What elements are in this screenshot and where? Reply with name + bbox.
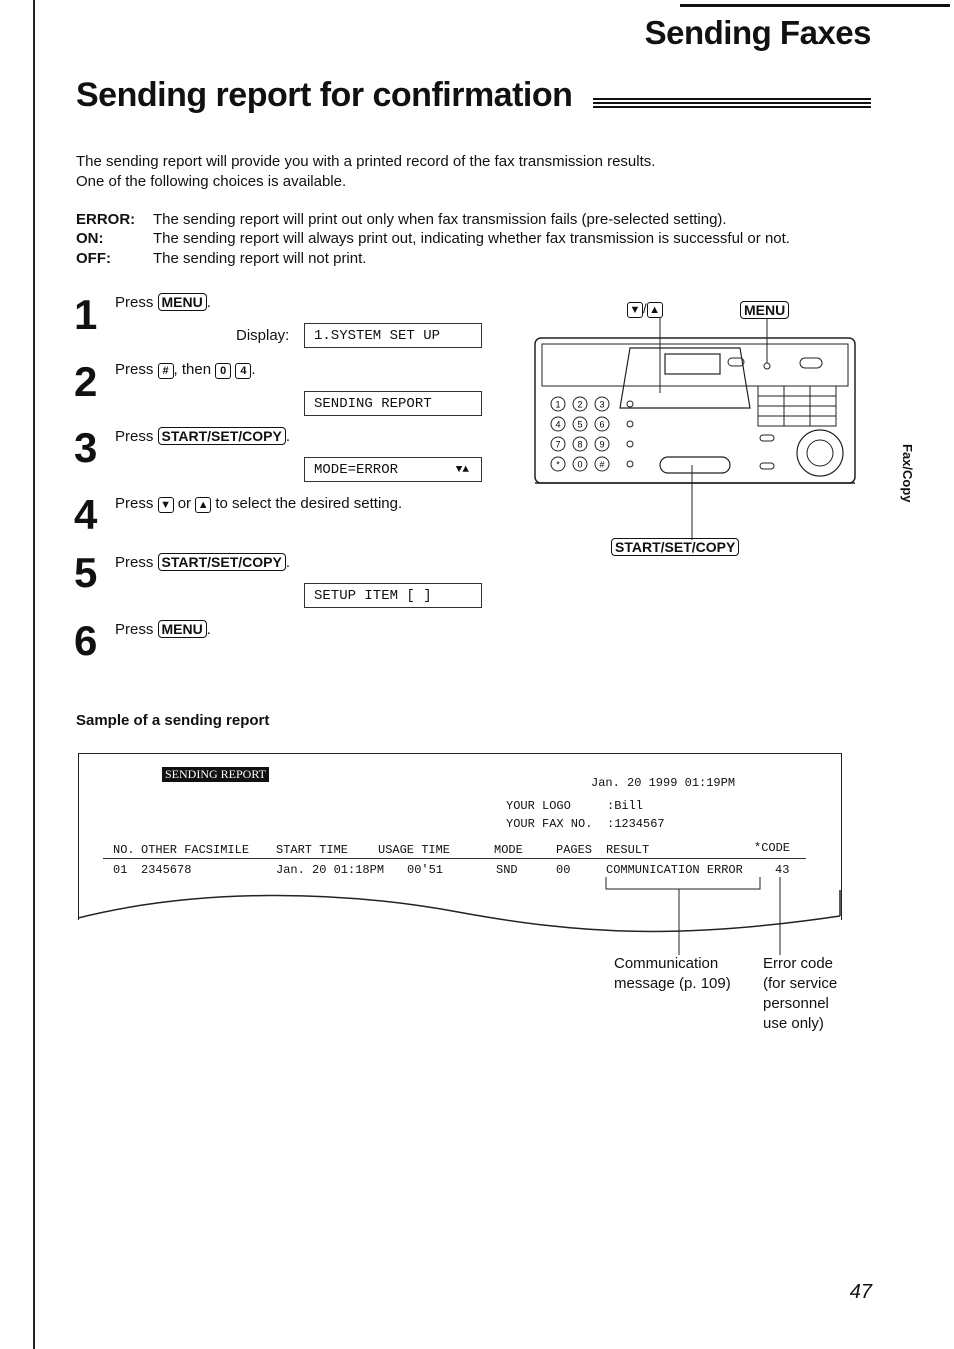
step-5-number: 5 <box>74 549 98 596</box>
step-1-pre: Press <box>115 294 154 311</box>
page-number: 47 <box>849 1281 872 1303</box>
row-code: 43 <box>775 863 790 877</box>
menu-key-dot <box>764 363 770 369</box>
device-right-button <box>800 358 822 368</box>
fax-machine-illustration <box>530 318 860 548</box>
keypad-key-label: 0 <box>577 459 583 470</box>
caption-err-line-2: (for service <box>763 975 838 992</box>
step-1-number: 1 <box>74 291 98 338</box>
keypad-key-label: 8 <box>577 439 583 450</box>
col-usage: USAGE TIME <box>378 843 451 857</box>
title-rule <box>593 98 871 110</box>
row-pages: 00 <box>556 863 571 877</box>
report-fax-label: YOUR FAX NO. <box>506 817 593 831</box>
step-4-mid: or <box>177 495 192 512</box>
report-logo-value: :Bill <box>607 799 644 813</box>
step-5-post: . <box>285 554 290 571</box>
display-2: SENDING REPORT <box>304 391 482 416</box>
binding-line <box>33 0 35 1349</box>
display-label: Display: <box>236 327 290 344</box>
caption-err-line-4: use only) <box>763 1015 824 1032</box>
col-no: NO. <box>113 843 135 857</box>
step-4-pre: Press <box>115 495 154 512</box>
report-header-rule <box>103 858 806 859</box>
row-usage: 00'51 <box>407 863 444 877</box>
keypad-key-label: 2 <box>577 399 583 410</box>
device-start-key-label: START/SET/COPY <box>611 538 739 556</box>
device-slash: / <box>643 301 647 316</box>
row-start: Jan. 20 01:18PM <box>276 863 385 877</box>
keypad-key-label: * <box>556 459 560 470</box>
intro-line-1: The sending report will provide you with a printed record of the fax transmission results. <box>76 153 656 170</box>
device-control-panel <box>620 348 750 408</box>
sample-heading: Sample of a sending report <box>76 712 270 729</box>
step-2-number: 2 <box>74 358 98 405</box>
start-set-copy-key-2: START/SET/COPY <box>158 553 286 571</box>
display-3 <box>304 457 482 482</box>
option-on-text: The sending report will always print out, indicating whether fax transmission is successful or not. <box>153 230 790 247</box>
device-copy-button <box>760 463 774 469</box>
display-1: 1.SYSTEM SET UP <box>304 323 482 348</box>
keypad-side-dot <box>627 441 633 447</box>
device-paper-slot <box>542 344 848 386</box>
col-result: RESULT <box>606 843 650 857</box>
report-logo-label: YOUR LOGO <box>506 799 571 813</box>
col-pages: PAGES <box>556 843 593 857</box>
option-off-text: The sending report will not print. <box>153 250 367 267</box>
step-4-post: to select the desired setting. <box>215 495 403 512</box>
step-2-post: . <box>251 361 256 378</box>
step-2-pre: Press <box>115 361 154 378</box>
option-error-key: ERROR: <box>76 211 136 228</box>
device-dial-center <box>807 440 833 466</box>
keypad-key-label: 7 <box>555 439 561 450</box>
keypad-key-label: 9 <box>599 439 605 450</box>
row-other: 2345678 <box>141 863 192 877</box>
device-menu-key-label: MENU <box>740 301 789 319</box>
keypad-key-label: 6 <box>599 419 605 430</box>
option-error-text: The sending report will print out only when fax transmission fails (pre-selected setting). <box>153 211 727 228</box>
caption-comm-line-2: message (p. 109) <box>614 975 731 992</box>
display-4: SETUP ITEM [ ] <box>304 583 482 608</box>
option-on-key: ON: <box>76 230 104 247</box>
device-down-key-label: ▼ <box>627 302 643 318</box>
step-4-text <box>115 495 402 513</box>
report-date: Jan. 20 1999 01:19PM <box>591 776 736 790</box>
row-result: COMMUNICATION ERROR <box>606 863 743 877</box>
top-rule <box>680 4 950 7</box>
device-lcd <box>665 354 720 374</box>
row-mode: SND <box>496 863 518 877</box>
hash-key: # <box>158 363 174 379</box>
report-fax-value: :1234567 <box>607 817 665 831</box>
step-6-post: . <box>206 621 211 638</box>
step-1-post: . <box>206 294 211 311</box>
step-2-text <box>115 361 256 379</box>
device-one-touch-grid <box>758 386 836 426</box>
device-start-label <box>611 538 739 557</box>
intro-line-2: One of the following choices is available. <box>76 173 347 190</box>
page-title: Sending report for confirmation <box>76 76 573 114</box>
col-code: *CODE <box>754 841 791 855</box>
caption-err-line-1: Error code <box>763 955 834 972</box>
step-6-pre: Press <box>115 621 154 638</box>
start-set-copy-key: START/SET/COPY <box>158 427 286 445</box>
display-3-text: MODE=ERROR <box>314 462 399 478</box>
keypad-key-label: 4 <box>555 419 561 430</box>
device-up-key-label: ▲ <box>647 302 663 318</box>
section-header: Sending Faxes <box>644 14 871 51</box>
device-dial <box>797 430 843 476</box>
keypad-side-dot <box>627 421 633 427</box>
caption-comm-line-1: Communication <box>614 955 719 972</box>
zero-key: 0 <box>215 363 231 379</box>
keypad-key-label: 5 <box>577 419 583 430</box>
menu-key-2: MENU <box>158 620 207 638</box>
four-key: 4 <box>235 363 251 379</box>
step-3-text <box>115 427 290 445</box>
callout-lines <box>600 875 800 960</box>
option-off-key: OFF: <box>76 250 111 267</box>
step-1-text <box>115 293 211 311</box>
device-arrow-keys-label <box>627 301 663 318</box>
caption-communication <box>614 954 731 994</box>
step-5-pre: Press <box>115 554 154 571</box>
step-6-text <box>115 620 211 638</box>
step-3-post: . <box>285 428 290 445</box>
col-other: OTHER FACSIMILE <box>141 843 250 857</box>
keypad-key-label: # <box>599 459 605 470</box>
keypad-key-label: 1 <box>555 399 561 410</box>
row-no: 01 <box>113 863 128 877</box>
device-stop-button <box>760 435 774 441</box>
col-mode: MODE <box>494 843 523 857</box>
display-3-arrows: ▼▲ <box>455 464 469 476</box>
step-3-number: 3 <box>74 424 98 471</box>
step-6-number: 6 <box>74 617 98 664</box>
caption-error-code <box>763 954 837 1034</box>
step-4-number: 4 <box>74 491 98 538</box>
step-2-mid: , then <box>173 361 212 378</box>
keypad-side-dot <box>627 461 633 467</box>
keypad-side-dot <box>627 401 633 407</box>
step-5-text <box>115 553 290 571</box>
report-title: SENDING REPORT <box>162 767 269 782</box>
menu-key: MENU <box>158 293 207 311</box>
side-tab: Fax/Copy <box>900 444 915 503</box>
keypad-key-label: 3 <box>599 399 605 410</box>
col-start: START TIME <box>276 843 349 857</box>
step-3-pre: Press <box>115 428 154 445</box>
device-start-button <box>660 457 730 473</box>
up-arrow-key: ▲ <box>195 497 211 513</box>
down-arrow-key: ▼ <box>158 497 174 513</box>
caption-err-line-3: personnel <box>763 995 829 1012</box>
